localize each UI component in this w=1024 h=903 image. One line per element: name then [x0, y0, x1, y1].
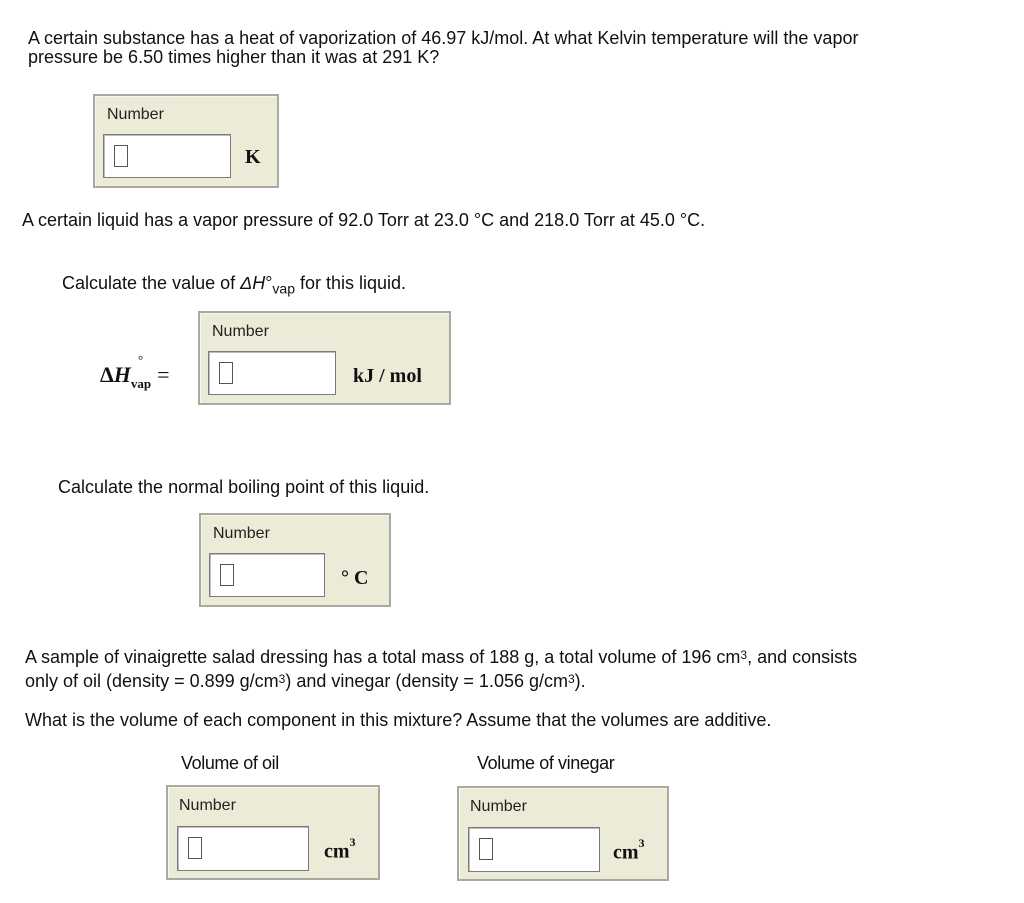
question-3-line-2: only of oil (density = 0.899 $g/cm^3$) and vinegar (density = 1.056 $g/cm^3$).	[25, 671, 586, 691]
temperature-input[interactable]	[103, 134, 231, 178]
question-2-intro: A certain liquid has a vapor pressure of 92.0 Torr at 23.0 °C and 218.0 Torr at 45.0 °C.	[22, 210, 706, 230]
text-cursor	[479, 838, 493, 860]
answer-box-vinegar	[457, 786, 669, 881]
unit-kj-per-mol: kJ / mol	[353, 365, 422, 387]
answer-box-q1	[93, 94, 279, 188]
text-cursor	[220, 564, 234, 586]
enthalpy-input[interactable]	[208, 351, 336, 395]
question-3-line-1: A sample of vinaigrette salad dressing has a total mass of 188 g, a total volume of 196 $cm^3$, and consists	[25, 647, 858, 667]
number-label: Number	[470, 798, 527, 815]
answer-box-q2a	[198, 311, 451, 405]
question-1-text	[28, 28, 858, 68]
answer-box-q2b	[199, 513, 391, 607]
delta-h-vap-symbol: ΔH ° $_{vap}$ =	[100, 352, 170, 391]
question-1-line-2: pressure be 6.50 times higher than it was at 291 K?	[28, 47, 440, 67]
answer-box-oil	[166, 785, 380, 880]
unit-cubic-centimeters: $cm^3$	[324, 835, 356, 863]
number-label: Number	[179, 797, 236, 814]
text-cursor	[188, 837, 202, 859]
vinegar-volume-input[interactable]	[468, 827, 600, 872]
question-1-line-1: A certain substance has a heat of vaporization of 46.97 kJ/mol. At what Kelvin temperature will the vapor	[28, 28, 859, 48]
question-3-text	[25, 645, 857, 693]
part-b-prompt: Calculate the normal boiling point of this liquid.	[58, 477, 430, 497]
text-cursor	[219, 362, 233, 384]
oil-volume-input[interactable]	[177, 826, 309, 871]
volume-of-vinegar-label: Volume of vinegar	[477, 753, 615, 773]
unit-degrees-celsius: ° C	[341, 567, 369, 589]
question-3-prompt: What is the volume of each component in this mixture? Assume that the volumes are additive.	[25, 710, 772, 730]
unit-kelvin: K	[245, 146, 261, 168]
unit-cubic-centimeters: $cm^3$	[613, 836, 645, 864]
part-a-prompt: Calculate the value of $\Delta H^\circ_{vap}$ for this liquid.	[62, 273, 407, 297]
number-label: Number	[107, 106, 164, 123]
boiling-point-input[interactable]	[209, 553, 325, 597]
text-cursor	[114, 145, 128, 167]
volume-of-oil-label: Volume of oil	[181, 753, 279, 773]
number-label: Number	[212, 323, 269, 340]
number-label: Number	[213, 525, 270, 542]
